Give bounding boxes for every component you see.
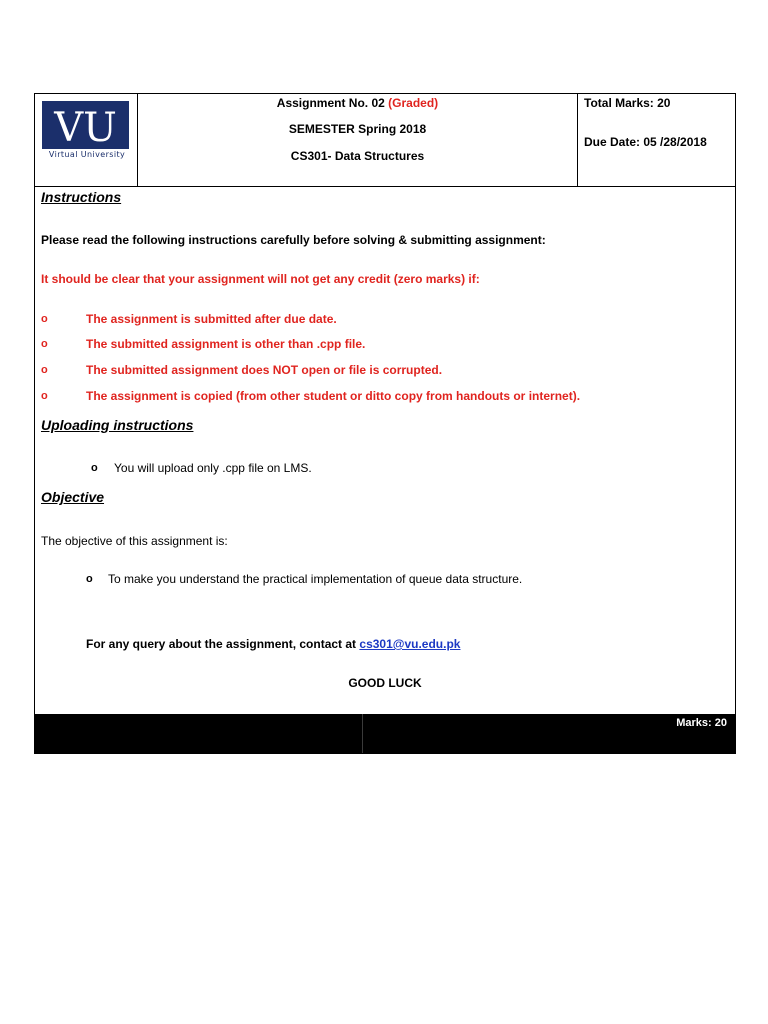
instruction-item: The assignment is submitted after due date. [86, 312, 337, 326]
bullet-marker: o [41, 338, 48, 350]
bullet-marker: o [41, 364, 48, 376]
due-date: Due Date: 05 /28/2018 [584, 135, 707, 149]
instruction-item: The assignment is copied (from other student or ditto copy from handouts or internet). [86, 389, 581, 403]
assignment-header [35, 94, 735, 187]
assignment-frame [34, 93, 736, 754]
total-marks: Total Marks: 20 [584, 96, 671, 110]
objective-intro: The objective of this assignment is: [41, 534, 228, 548]
uploading-item: You will upload only .cpp file on LMS. [114, 461, 312, 475]
logo-caption: Virtual University [48, 150, 126, 159]
bullet-marker: o [41, 313, 48, 325]
uploading-heading: Uploading instructions [41, 417, 194, 433]
marks-date-cell [578, 94, 735, 186]
course-title: CS301- Data Structures [290, 149, 425, 163]
footer-marks: Marks: 20 [676, 717, 727, 729]
contact-text: For any query about the assignment, contact at [86, 637, 360, 651]
footer-divider [362, 714, 363, 753]
logo-cell [35, 94, 138, 186]
bullet-marker: o [91, 462, 98, 474]
instructions-heading: Instructions [41, 189, 122, 205]
bullet-marker: o [41, 390, 48, 402]
assignment-number [138, 96, 577, 110]
instructions-warning: It should be clear that your assignment will not get any credit (zero marks) if: [41, 272, 480, 286]
logo-text: VU [54, 105, 117, 151]
instruction-item: The submitted assignment does NOT open or file is corrupted. [86, 363, 443, 377]
instruction-item: The submitted assignment is other than .cpp file. [86, 337, 366, 351]
objective-item: To make you understand the practical implementation of queue data structure. [108, 572, 523, 586]
graded-label: (Graded) [388, 96, 439, 110]
good-luck: GOOD LUCK [348, 676, 422, 690]
objective-heading: Objective [41, 489, 105, 505]
bullet-marker: o [86, 573, 93, 585]
contact-email-link[interactable]: cs301@vu.edu.pk [359, 637, 461, 651]
contact-line [86, 637, 460, 651]
semester: SEMESTER Spring 2018 [288, 122, 427, 136]
assignment-number-text: Assignment No. 02 [276, 96, 385, 110]
footer-bar [35, 714, 735, 753]
instructions-intro: Please read the following instructions carefully before solving & submitting assignment: [41, 233, 546, 247]
assignment-title-cell [138, 94, 578, 186]
